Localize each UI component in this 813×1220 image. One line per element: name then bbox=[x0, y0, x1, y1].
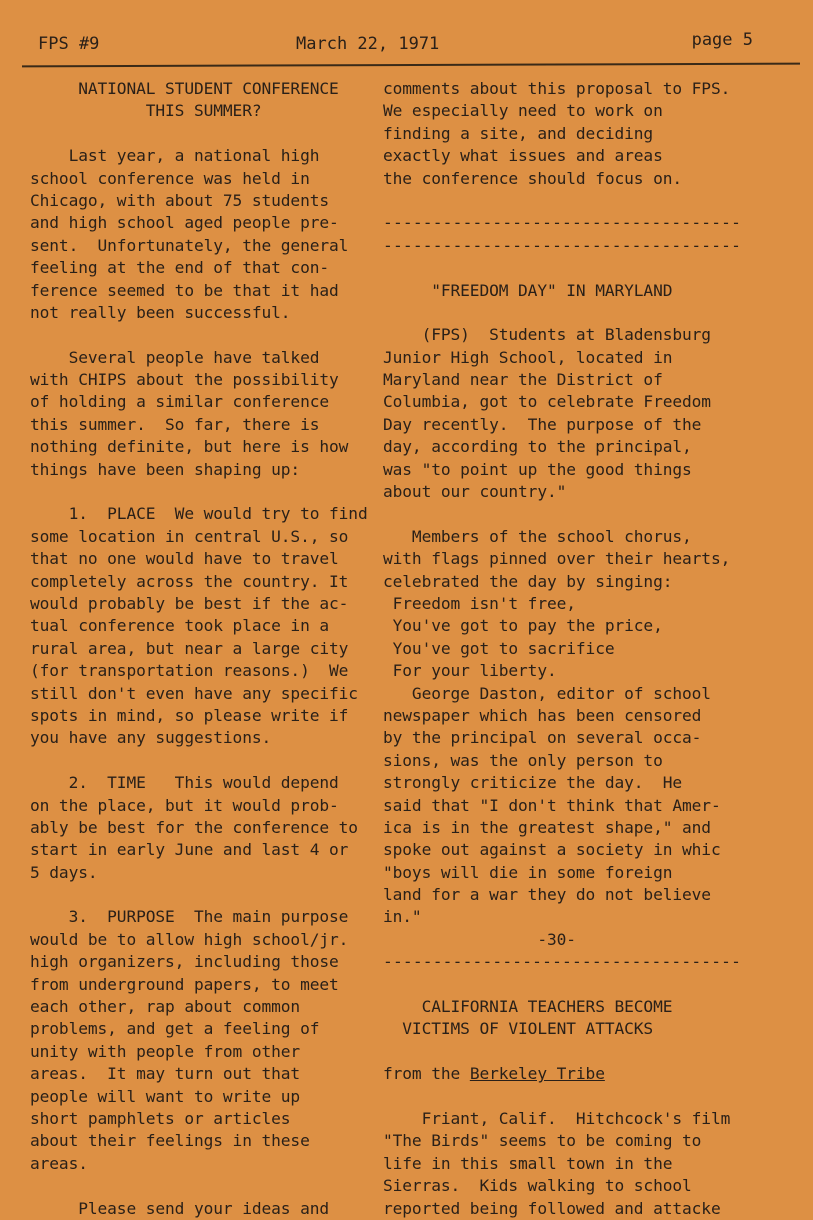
right-column-line: life in this small town in the bbox=[383, 1153, 673, 1173]
right-column-line bbox=[383, 190, 803, 212]
page-number: page 5 bbox=[691, 30, 753, 50]
left-column-line: of holding a similar conference bbox=[30, 392, 330, 412]
right-column-line bbox=[383, 974, 803, 996]
right-column-line: ------------------------------------ bbox=[383, 213, 742, 233]
left-column-line: and high school aged people pre- bbox=[30, 213, 339, 233]
right-column-line: newspaper which has been censored bbox=[383, 705, 702, 725]
right-column-line: You've got to sacrifice bbox=[383, 638, 615, 658]
left-column-line: NATIONAL STUDENT CONFERENCE bbox=[30, 79, 339, 98]
left-column-line: about their feelings in these bbox=[30, 1131, 310, 1151]
right-column-line bbox=[383, 503, 803, 525]
right-column-line: strongly criticize the day. He bbox=[383, 773, 683, 793]
left-column-line: from underground papers, to meet bbox=[30, 974, 339, 994]
left-column-line: would be to allow high school/jr. bbox=[30, 929, 349, 949]
right-column-line: "boys will die in some foreign bbox=[383, 862, 673, 882]
right-column-line: (FPS) Students at Bladensburg bbox=[383, 325, 711, 345]
right-column-line: Sierras. Kids walking to school bbox=[383, 1176, 692, 1196]
right-column-line: in." bbox=[383, 907, 422, 927]
left-column-line: on the place, but it would prob- bbox=[30, 795, 339, 815]
left-column-line: ably be best for the conference to bbox=[30, 817, 358, 837]
right-column-line: the conference should focus on. bbox=[383, 168, 683, 188]
left-column-line: short pamphlets or articles bbox=[30, 1108, 291, 1128]
left-column-line: things have been shaping up: bbox=[30, 459, 301, 479]
left-column-line: Several people have talked bbox=[30, 347, 320, 367]
right-column-line: land for a war they do not believe bbox=[383, 885, 711, 905]
right-column-line: exactly what issues and areas bbox=[383, 146, 663, 166]
right-column-line bbox=[383, 257, 803, 279]
left-column-line: not really been successful. bbox=[30, 302, 291, 322]
left-column-line bbox=[30, 1175, 375, 1197]
left-column-line bbox=[30, 884, 375, 906]
left-column-line: areas. bbox=[30, 1153, 88, 1173]
left-column-line: Chicago, with about 75 students bbox=[30, 190, 330, 210]
right-column-line: CALIFORNIA TEACHERS BECOME bbox=[383, 997, 673, 1017]
left-column-line: feeling at the end of that con- bbox=[30, 258, 330, 278]
left-column-line: THIS SUMMER? bbox=[30, 101, 262, 121]
issue-date: March 22, 1971 bbox=[296, 34, 440, 54]
left-column-line: high organizers, including those bbox=[30, 952, 339, 972]
right-column-line: -30- bbox=[383, 929, 576, 949]
left-column-line: with CHIPS about the possibility bbox=[30, 370, 339, 390]
right-column-line: For your liberty. bbox=[383, 661, 557, 681]
right-column-line: by the principal on several occa- bbox=[383, 728, 702, 748]
right-column-line: said that "I don't think that Amer- bbox=[383, 795, 721, 815]
right-column-line: about our country." bbox=[383, 482, 567, 502]
left-column-line bbox=[30, 481, 375, 503]
left-column-line: people will want to write up bbox=[30, 1086, 301, 1106]
right-column-line: sions, was the only person to bbox=[383, 750, 663, 770]
right-column-line: comments about this proposal to FPS. bbox=[383, 79, 731, 98]
right-column-line: Maryland near the District of bbox=[383, 370, 663, 390]
right-column-line: Junior High School, located in bbox=[383, 347, 673, 367]
left-column-line: sent. Unfortunately, the general bbox=[30, 235, 349, 255]
left-column-line: some location in central U.S., so bbox=[30, 526, 349, 546]
right-column-line: We especially need to work on bbox=[383, 101, 663, 121]
right-column-line: celebrated the day by singing: bbox=[383, 571, 673, 591]
left-column-line: Please send your ideas and bbox=[30, 1198, 330, 1218]
right-column-line: ------------------------------------ bbox=[383, 952, 742, 972]
left-column-line: completely across the country. It bbox=[30, 571, 349, 591]
left-column-line: areas. It may turn out that bbox=[30, 1064, 301, 1084]
right-column-line: ica is in the greatest shape," and bbox=[383, 817, 711, 837]
left-column-line: unity with people from other bbox=[30, 1041, 301, 1061]
right-column-line: Columbia, got to celebrate Freedom bbox=[383, 392, 711, 412]
right-column-line: "FREEDOM DAY" IN MARYLAND bbox=[383, 280, 673, 300]
page-header bbox=[38, 30, 753, 54]
left-column-line: 2. TIME This would depend bbox=[30, 773, 339, 793]
left-column-line: (for transportation reasons.) We bbox=[30, 661, 349, 681]
left-column-line: nothing definite, but here is how bbox=[30, 437, 349, 457]
right-column-line: day, according to the principal, bbox=[383, 437, 692, 457]
left-column-line: school conference was held in bbox=[30, 168, 310, 188]
left-column-line: you have any suggestions. bbox=[30, 728, 272, 748]
left-column-line: start in early June and last 4 or bbox=[30, 840, 349, 860]
right-column-line: with flags pinned over their hearts, bbox=[383, 549, 731, 569]
right-column-line bbox=[383, 302, 803, 324]
right-column-line: VICTIMS OF VIOLENT ATTACKS bbox=[383, 1019, 654, 1039]
left-column-line: that no one would have to travel bbox=[30, 549, 339, 569]
right-column-line: finding a site, and deciding bbox=[383, 123, 654, 143]
right-column-line: "The Birds" seems to be coming to bbox=[383, 1131, 702, 1151]
right-column-line: Members of the school chorus, bbox=[383, 526, 692, 546]
left-column-line: problems, and get a feeling of bbox=[30, 1019, 320, 1039]
right-column-line: George Daston, editor of school bbox=[383, 683, 711, 703]
right-column-line bbox=[383, 1041, 803, 1063]
left-column-line: would probably be best if the ac- bbox=[30, 593, 349, 613]
right-column bbox=[383, 78, 803, 1220]
left-column-line: this summer. So far, there is bbox=[30, 414, 320, 434]
left-column-line bbox=[30, 750, 375, 772]
header-rule bbox=[22, 63, 800, 68]
left-column-line: 3. PURPOSE The main purpose bbox=[30, 907, 349, 927]
right-column-line: was "to point up the good things bbox=[383, 459, 692, 479]
right-column-line bbox=[383, 1086, 803, 1108]
right-column-line: reported being followed and attacke bbox=[383, 1198, 721, 1218]
left-column-line: tual conference took place in a bbox=[30, 616, 330, 636]
right-column-line: ------------------------------------ bbox=[383, 235, 742, 255]
issue-number: FPS #9 bbox=[38, 34, 100, 54]
left-column-line: Last year, a national high bbox=[30, 146, 320, 166]
left-column-line: 1. PLACE We would try to find bbox=[30, 504, 368, 524]
left-column-line: spots in mind, so please write if bbox=[30, 705, 349, 725]
source-credit: from the Berkeley Tribe bbox=[383, 1064, 605, 1084]
left-column-line: rural area, but near a large city bbox=[30, 638, 349, 658]
left-column-line: ference seemed to be that it had bbox=[30, 280, 339, 300]
left-column-line: 5 days. bbox=[30, 862, 98, 882]
right-column-line: Day recently. The purpose of the bbox=[383, 414, 702, 434]
left-column bbox=[30, 78, 375, 1220]
left-column-line bbox=[30, 324, 375, 346]
left-column-line: each other, rap about common bbox=[30, 997, 301, 1017]
left-column-line bbox=[30, 123, 375, 145]
right-column-line: Friant, Calif. Hitchcock's film bbox=[383, 1108, 731, 1128]
right-column-line: You've got to pay the price, bbox=[383, 616, 663, 636]
left-column-line: still don't even have any specific bbox=[30, 683, 358, 703]
right-column-line: spoke out against a society in whic bbox=[383, 840, 721, 860]
right-column-line: Freedom isn't free, bbox=[383, 593, 576, 613]
